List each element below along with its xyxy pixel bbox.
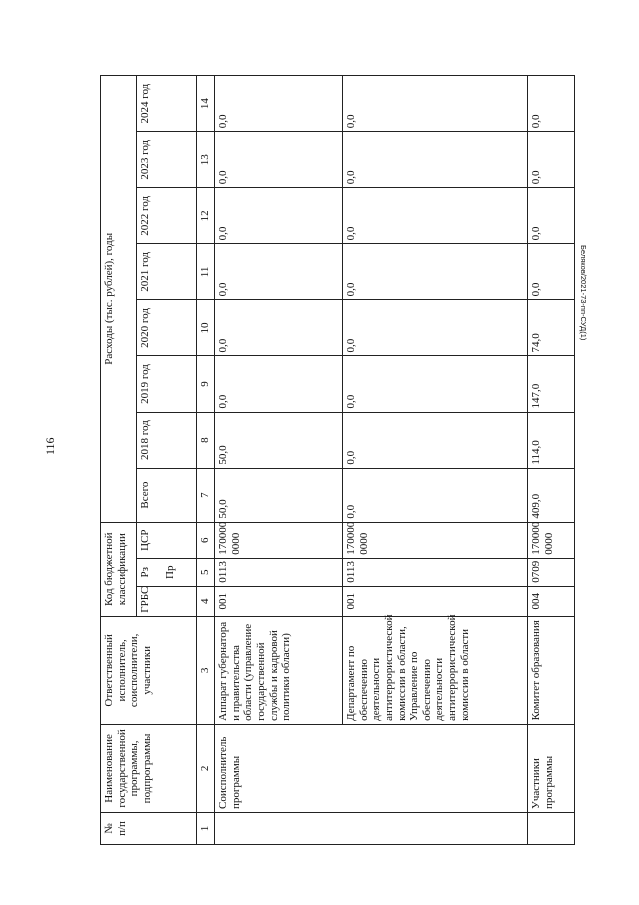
cell-grbs: 001	[215, 586, 343, 616]
cell-program-name: Участники программы	[528, 724, 575, 812]
column-number: 8	[197, 412, 215, 468]
cell-value: 0,0	[215, 244, 343, 300]
cell-value: 0,0	[343, 300, 528, 356]
cell-rzpr: 0113	[215, 558, 343, 586]
cell-value: 50,0	[215, 468, 343, 522]
cell-rzpr: 0709	[528, 558, 575, 586]
budget-table-container	[100, 75, 575, 845]
budget-table	[100, 75, 575, 845]
header-year: 2021 год	[137, 244, 197, 300]
column-number: 7	[197, 468, 215, 522]
column-number: 11	[197, 244, 215, 300]
cell-value: 0,0	[343, 132, 528, 188]
cell-value: 0,0	[343, 412, 528, 468]
header-grbs: ГРБС	[137, 586, 197, 616]
column-number: 4	[197, 586, 215, 616]
header-no: № п/п	[101, 812, 197, 844]
cell-grbs: 001	[343, 586, 528, 616]
cell-value: 0,0	[215, 188, 343, 244]
cell-no	[215, 812, 528, 844]
column-number: 5	[197, 558, 215, 586]
table-row	[528, 76, 575, 845]
cell-value: 0,0	[215, 356, 343, 412]
header-year: 2023 год	[137, 132, 197, 188]
column-number: 13	[197, 132, 215, 188]
header-year: 2022 год	[137, 188, 197, 244]
column-number: 1	[197, 812, 215, 844]
cell-rzpr: 0113	[343, 558, 528, 586]
cell-value: 0,0	[343, 356, 528, 412]
header-year: 2020 год	[137, 300, 197, 356]
column-number: 9	[197, 356, 215, 412]
cell-value: 0,0	[343, 76, 528, 132]
page-number: 116	[43, 437, 57, 455]
cell-value: 0,0	[343, 188, 528, 244]
table-row	[215, 76, 343, 845]
cell-value: 147,0	[528, 356, 575, 412]
cell-csr: 170000 0000	[215, 522, 343, 558]
cell-value: 409,0	[528, 468, 575, 522]
header-name: Наименование государственной программы, подпрограммы	[101, 724, 197, 812]
cell-program-name: Соисполнитель программы	[215, 724, 528, 812]
column-number: 3	[197, 616, 215, 724]
cell-grbs: 004	[528, 586, 575, 616]
cell-value: 0,0	[528, 76, 575, 132]
column-number: 10	[197, 300, 215, 356]
header-expenses: Расходы (тыс. рублей), годы	[101, 76, 137, 523]
header-year: 2018 год	[137, 412, 197, 468]
header-rzpr: Рз Пр	[137, 558, 197, 586]
cell-value: 0,0	[528, 132, 575, 188]
cell-value: 0,0	[215, 132, 343, 188]
cell-csr: 170000 0000	[528, 522, 575, 558]
header-budget-code: Код бюджетной классификации	[101, 522, 137, 616]
cell-csr: 170000 0000	[343, 522, 528, 558]
column-number: 6	[197, 522, 215, 558]
header-year: 2019 год	[137, 356, 197, 412]
cell-responsible: Комитет образования	[528, 616, 575, 724]
cell-value: 0,0	[528, 188, 575, 244]
header-responsible: Ответственный исполнитель, соисполнители, участники	[101, 616, 197, 724]
column-number: 12	[197, 188, 215, 244]
column-number: 2	[197, 724, 215, 812]
cell-value: 114,0	[528, 412, 575, 468]
column-number: 14	[197, 76, 215, 132]
header-year: 2024 год	[137, 76, 197, 132]
cell-value: 0,0	[343, 468, 528, 522]
header-csr: ЦСР	[137, 522, 197, 558]
cell-value: 0,0	[215, 76, 343, 132]
column-number-row	[197, 76, 215, 845]
cell-value: 0,0	[343, 244, 528, 300]
cell-value: 50,0	[215, 412, 343, 468]
cell-value: 0,0	[528, 244, 575, 300]
cell-responsible: Аппарат губернатора и правительства области (управление государственной службы и кадровой политики области)	[215, 616, 343, 724]
cell-no	[528, 812, 575, 844]
header-total: Всего	[137, 468, 197, 522]
cell-value: 74,0	[528, 300, 575, 356]
cell-value: 0,0	[215, 300, 343, 356]
document-id: Беляков/2021-73-пп-СУД(1)	[579, 245, 588, 341]
cell-responsible: Департамент по обеспечению деятельности антитеррористической комиссии в области, Управление по обеспечению деятельности антитеррористической комиссии в области	[343, 616, 528, 724]
